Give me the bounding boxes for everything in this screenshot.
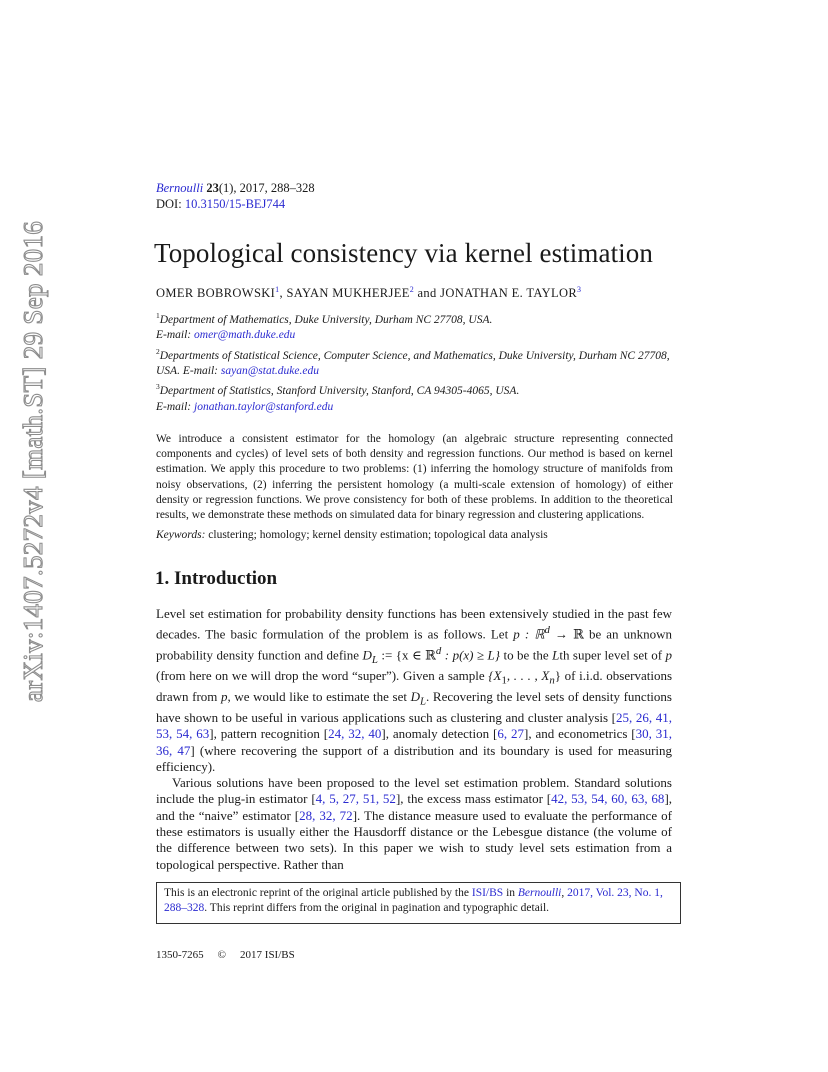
- original-article-link[interactable]: 2017, Vol. 23, No. 1, 288–328: [164, 887, 663, 914]
- paper-title: Topological consistency via kernel estimation: [154, 238, 653, 268]
- affiliation-dept: Department of Statistics, Stanford University, Stanford, CA 94305-4065, USA.: [159, 385, 520, 398]
- abstract: We introduce a consistent estimator for the homology (an algebraic structure representing connected components and cycles) of level sets of both density and regression functions. Our method is based on kernel estimation. We apply this procedure to two problems: (1) inferring the homology structure of manifolds from noisy observations, (2) inferring the persistent homology (a multi-scale extension of homology) of either density or regression functions. We prove consistency for both of these problems. In addition to the theoretical results, we demonstrate these methods on simulated data for binary regression and clustering applications.: [156, 433, 673, 522]
- affiliation-3: [156, 379, 676, 415]
- citation-link[interactable]: 25, 26, 41, 53, 54, 63: [156, 709, 672, 742]
- citation-link[interactable]: 4, 5, 27, 51, 52: [315, 791, 396, 807]
- author-3-affil-mark[interactable]: 3: [577, 285, 582, 294]
- body-text: [156, 606, 672, 873]
- paragraph-2: Various solutions have been proposed to the level set estimation problem. Standard solutions include the plug-in estimator [4, 5, 27, 51, 52], the excess mass estimator [42, 53, 54, 60, 63, 68], and the “naive” estimator [28, 32, 72]. The distance measure used to evaluate the performance of these estimators is usually either the Hausdorff distance or the Lebesgue distance (the volume of the difference between two sets). In this paper we wish to study level sets estimation from a topological perspective. Rather than: [156, 775, 673, 872]
- author-3: JONATHAN E. TAYLOR: [440, 286, 578, 301]
- doi-label: DOI:: [156, 197, 182, 211]
- affiliation-mark: 3: [156, 382, 160, 392]
- affiliation-dept: Departments of Statistical Science, Computer Science, and Mathematics, Duke University, Durham NC 27708, USA.: [156, 349, 670, 377]
- journal-name-link[interactable]: Bernoulli: [156, 181, 204, 195]
- citation-link[interactable]: 24, 32, 40: [328, 726, 382, 742]
- author-separator: and: [414, 286, 441, 301]
- affiliation-2: [156, 344, 676, 380]
- citation-link[interactable]: 30, 31, 36, 47: [156, 726, 673, 758]
- author-1: OMER BOBROWSKI: [156, 286, 276, 301]
- affiliation-dept: Department of Mathematics, Duke University, Durham NC 27708, USA.: [159, 313, 493, 326]
- email-link[interactable]: omer@math.duke.edu: [194, 329, 296, 342]
- doi-link[interactable]: 10.3150/15-BEJ744: [184, 197, 286, 211]
- copyright-holder: 2017 ISI/BS: [240, 949, 295, 961]
- copyright-icon: ©: [217, 949, 227, 961]
- email-link[interactable]: jonathan.taylor@stanford.edu: [194, 400, 334, 413]
- author-list: [156, 285, 581, 301]
- affiliations: [156, 308, 676, 415]
- section-title: Introduction: [174, 568, 278, 589]
- paragraph-1: Level set estimation for probability density functions has been extensively studied in the past few decades. The basic formulation of the problem is as follows. Let p : ℝ$^d$ → ℝ be an unknown probability density function and define $D_L$ := {x ∈ ℝ$^d$ : p(x) ≥ L} to be the Lth super level set of p (from here on we will drop the word “super”). Given a sample {$X_1$, . . . , $X_n$} of i.i.d. observations drawn from p, we would like to estimate the set $D_L$. Recovering the level sets of density functions have shown to be useful in various applications such as clustering and cluster analysis [25, 26, 41, 53, 54, 63], pattern recognition [24, 32, 40], anomaly detection [6, 27], and econometrics [30, 31, 36, 47] (where recovering the support of a distribution and its boundary is used for measuring efficiency).: [156, 606, 673, 774]
- email-label: E-mail:: [156, 400, 195, 413]
- issn-number: 1350-7265: [156, 949, 204, 961]
- citation-link[interactable]: 28, 32, 72: [299, 807, 353, 823]
- author-separator: ,: [279, 286, 287, 301]
- keywords-text: clustering; homology; kernel density estimation; topological data analysis: [205, 529, 548, 541]
- email-label: E-mail:: [156, 329, 195, 342]
- author-2-affil-mark[interactable]: 2: [409, 285, 415, 294]
- affiliation-1: [156, 308, 676, 344]
- journal-link[interactable]: Bernoulli: [517, 887, 562, 899]
- affiliation-mark: 1: [156, 311, 160, 320]
- publisher-link[interactable]: ISI/BS: [471, 887, 504, 899]
- author-2: SAYAN MUKHERJEE: [286, 286, 410, 301]
- email-label: E-mail:: [182, 364, 221, 377]
- keywords-label: Keywords:: [156, 529, 206, 541]
- citation-link[interactable]: 42, 53, 54, 60, 63, 68: [551, 791, 665, 807]
- affiliation-mark: 2: [156, 346, 160, 356]
- arxiv-side-stamp: [15, 220, 53, 702]
- citation-link[interactable]: 6, 27: [497, 726, 524, 742]
- section-heading: [155, 568, 277, 590]
- journal-issue-pages: (1), 2017, 288–328: [218, 181, 315, 195]
- doi-line: [156, 196, 315, 212]
- journal-reference: [156, 180, 315, 212]
- section-number: 1.: [155, 568, 170, 589]
- email-link[interactable]: sayan@stat.duke.edu: [220, 364, 319, 377]
- author-1-affil-mark[interactable]: 1: [275, 285, 280, 294]
- journal-volume: 23: [206, 181, 219, 195]
- copyright-line: [156, 949, 295, 961]
- reprint-notice: This is an electronic reprint of the original article published by the ISI/BS in Bernoulli, 2017, Vol. 23, No. 1, 288–328. This reprint differs from the original in pagination and typographic detail.: [156, 882, 681, 924]
- keywords: [156, 529, 548, 541]
- arxiv-id-text: arXiv:1407.5272v4 [math.ST] 29 Sep 2016: [18, 220, 49, 702]
